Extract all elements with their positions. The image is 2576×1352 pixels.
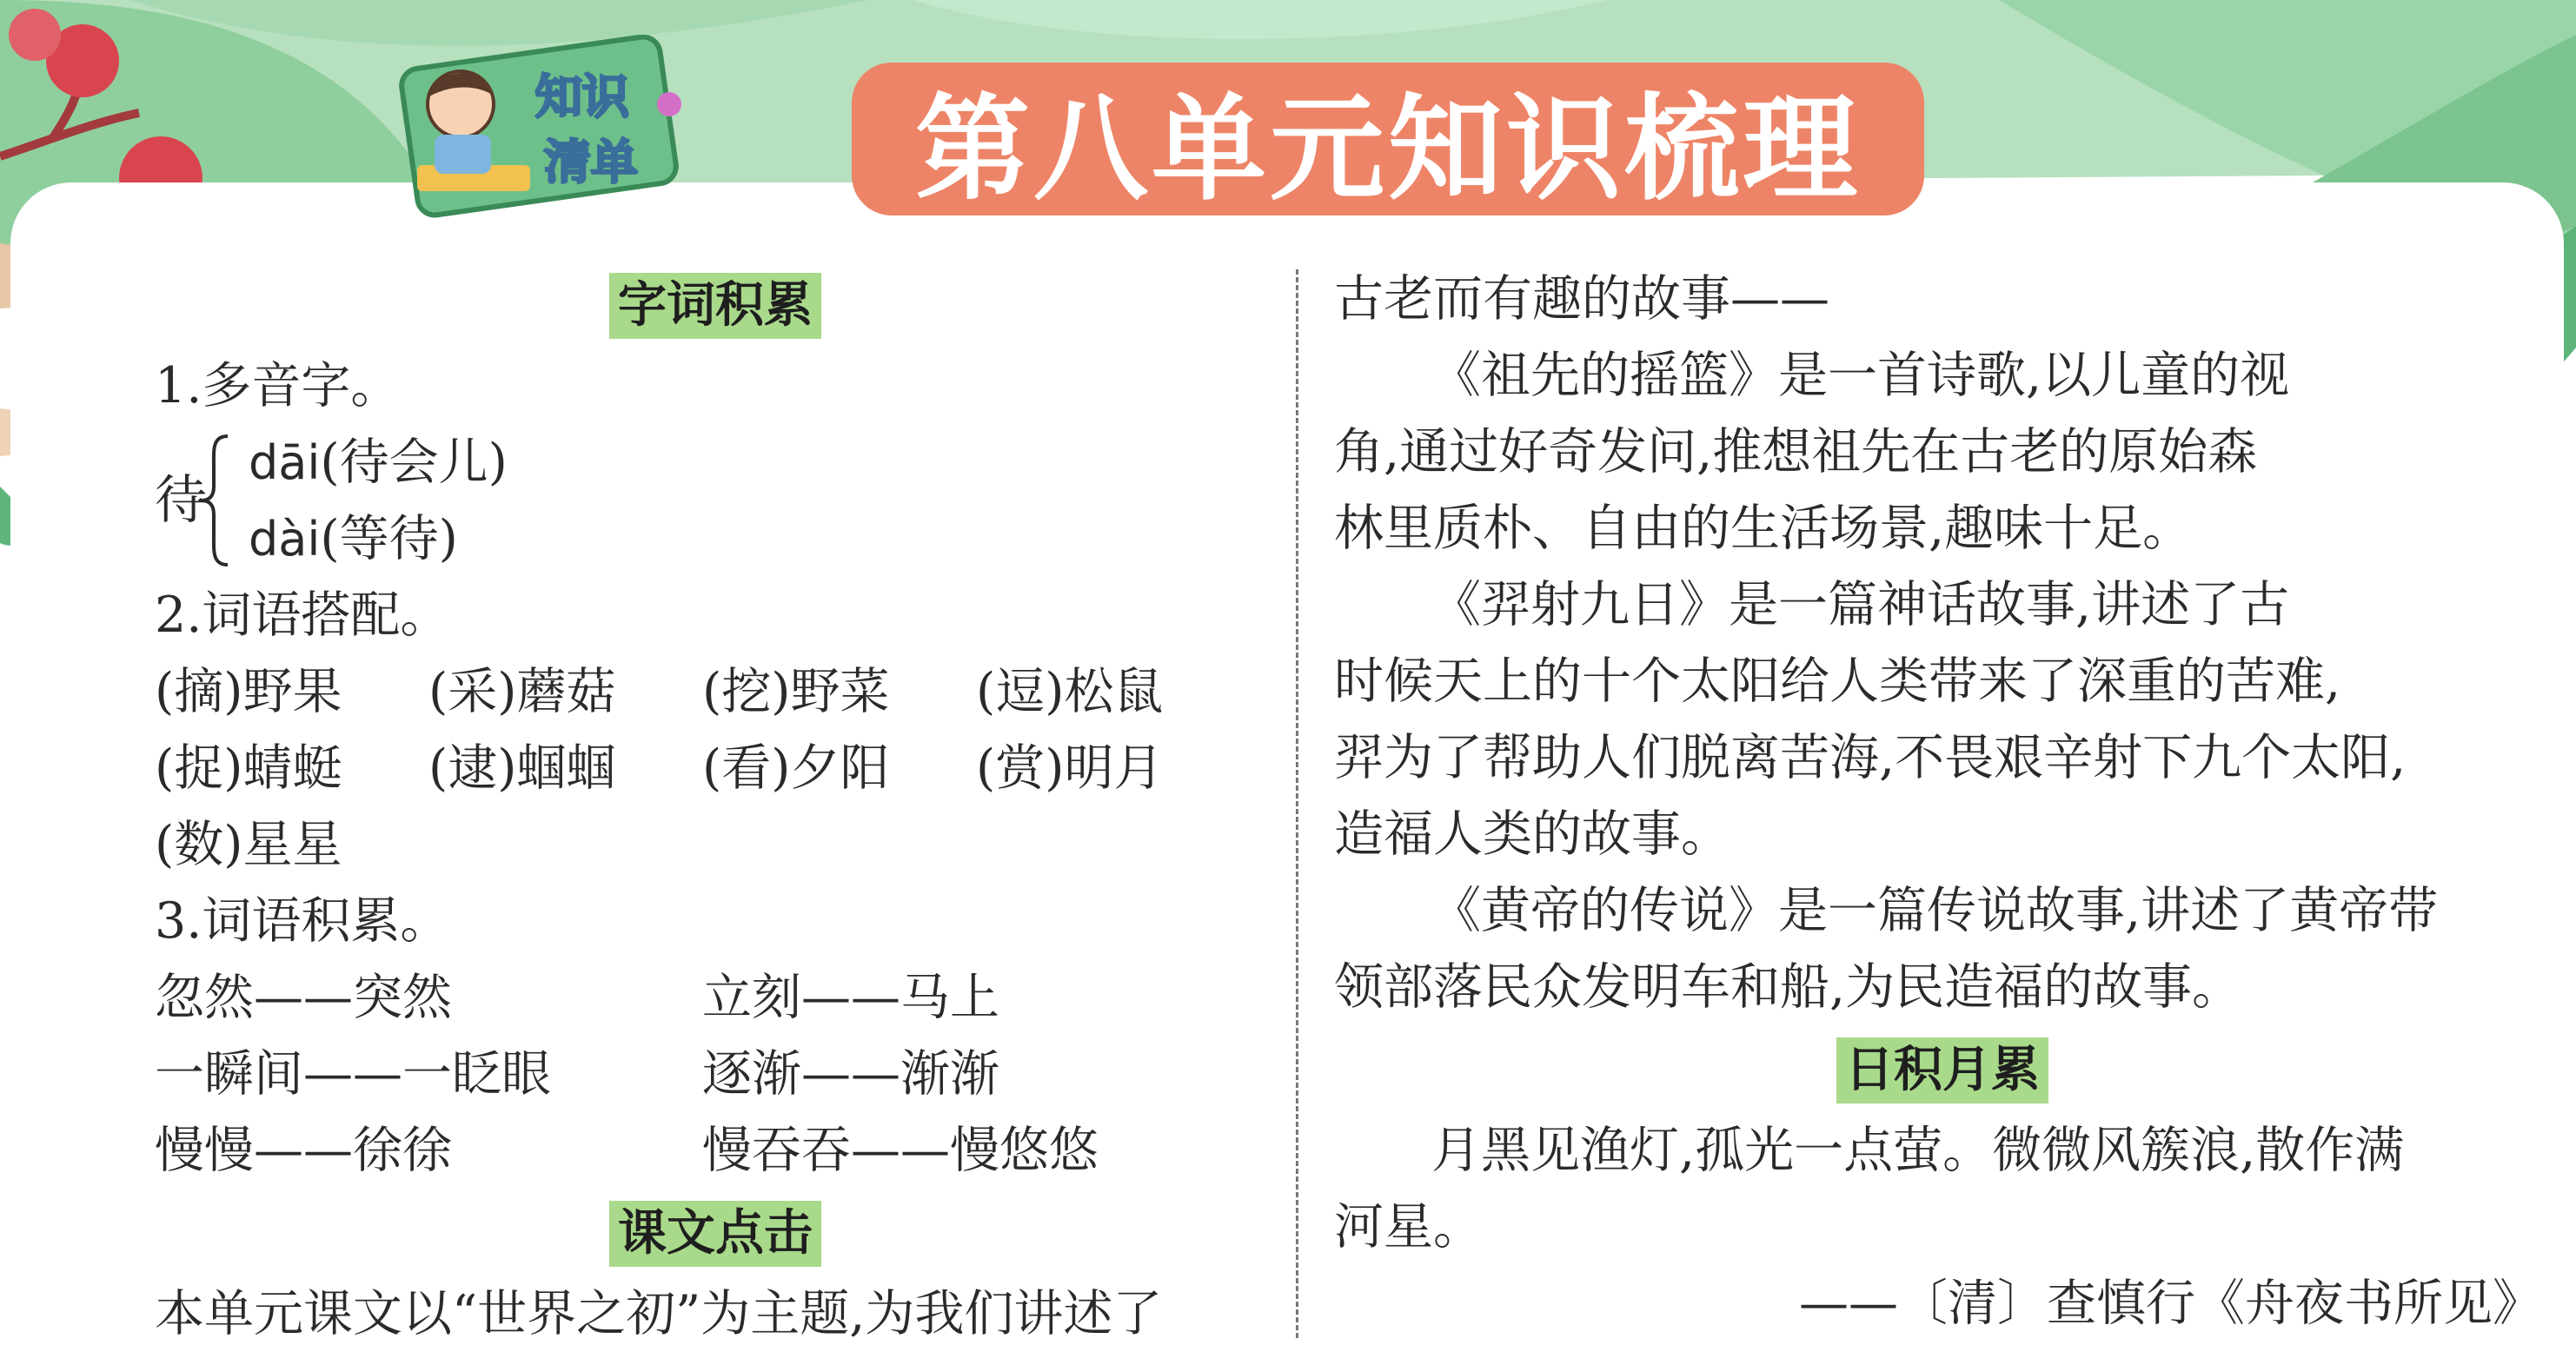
knowledge-list-badge <box>374 35 704 226</box>
polyphone-block <box>155 424 1276 577</box>
paragraph-line: 《祖先的摇篮》是一首诗歌,以儿童的视 <box>1431 347 2290 404</box>
poem-line: 月黑见渔灯,孤光一点萤。微微风簇浪,散作满 <box>1431 1122 2405 1179</box>
item2-title: 2.词语搭配。 <box>155 587 450 644</box>
paragraph-line: 羿为了帮助人们脱离苦海,不畏艰辛射下九个太阳, <box>1334 729 2407 786</box>
column-divider <box>1296 269 1298 1338</box>
polyphone-char: 待 <box>155 470 207 531</box>
badge-text-line1: 知识 <box>535 70 629 124</box>
badge-text-line2: 清单 <box>544 135 638 189</box>
paragraph-line: 领部落民众发明车和船,为民造福的故事。 <box>1334 958 2242 1016</box>
paragraph-line: 《黄帝的传说》是一篇传说故事,讲述了黄帝带 <box>1431 882 2439 939</box>
collocation-row <box>155 806 1276 883</box>
collocation-item: (逗)松鼠 <box>976 663 1164 720</box>
paragraph-line: 时候天上的十个太阳给人类带来了深重的苦难, <box>1334 653 2341 710</box>
text-intro-line: 本单元课文以“世界之初”为主题,为我们讲述了 <box>155 1285 1163 1342</box>
collocation-item: (赏)明月 <box>976 739 1164 797</box>
synonym-row <box>155 1036 1276 1112</box>
pinyin-b: dài <box>249 512 321 567</box>
page-title-banner <box>852 63 1924 215</box>
collocation-item: (数)星星 <box>155 816 342 873</box>
polyphone-reading-b <box>249 500 458 577</box>
pinyin-a: dāi <box>249 435 321 490</box>
collocation-item: (采)蘑菇 <box>428 663 616 720</box>
paragraph-line: 《羿射九日》是一篇神话故事,讲述了古 <box>1431 576 2290 633</box>
right-column <box>1334 261 2551 1342</box>
word-a: (待会儿) <box>320 434 508 491</box>
section-heading-vocab <box>155 273 1276 342</box>
synonym-pair: 忽然——突然 <box>155 969 452 1026</box>
word-b: (等待) <box>320 510 458 567</box>
collocation-item: (捉)蜻蜓 <box>155 739 342 797</box>
paragraph-line: 古老而有趣的故事—— <box>1334 270 1829 328</box>
page-title: 第八单元知识梳理 <box>915 83 1861 216</box>
collocation-item: (看)夕阳 <box>702 739 890 797</box>
section-heading-text-label: 课文点击 <box>609 1201 821 1267</box>
badge-dot-shape <box>657 92 681 116</box>
brace-icon <box>198 433 233 568</box>
polyphone-reading-a <box>249 424 508 500</box>
section-heading-vocab-label: 字词积累 <box>609 273 821 339</box>
synonym-pair: 慢慢——徐徐 <box>155 1122 452 1179</box>
synonym-pair: 慢吞吞——慢悠悠 <box>702 1122 1099 1179</box>
collocation-row <box>155 730 1276 806</box>
poem-attribution: ——〔清〕查慎行《舟夜书所见》 <box>1799 1275 2542 1332</box>
berry-3-shape <box>9 9 61 61</box>
section-heading-daily <box>1334 1037 2551 1107</box>
paragraph-line: 林里质朴、自由的生活场景,趣味十足。 <box>1334 500 2193 557</box>
synonym-pair: 逐渐——渐渐 <box>702 1045 999 1103</box>
synonym-pair: 一瞬间——一眨眼 <box>155 1045 551 1103</box>
collocation-item: (摘)野果 <box>155 663 342 720</box>
item3-title: 3.词语积累。 <box>155 892 450 950</box>
synonym-row <box>155 1112 1276 1189</box>
section-heading-text <box>155 1201 1276 1270</box>
item1-title: 1.多音字。 <box>155 357 401 414</box>
paragraph-line: 角,通过好奇发问,推想祖先在古老的原始森 <box>1334 423 2258 480</box>
synonym-pair: 立刻——马上 <box>702 969 999 1026</box>
poem-line: 河星。 <box>1334 1198 1483 1256</box>
collocation-row <box>155 653 1276 730</box>
collocation-item: (逮)蝈蝈 <box>428 739 616 797</box>
left-column <box>155 261 1276 1352</box>
section-heading-daily-label: 日积月累 <box>1836 1037 2048 1103</box>
boy-body-shape <box>435 135 491 174</box>
collocation-item: (挖)野菜 <box>702 663 890 720</box>
paragraph-line: 造福人类的故事。 <box>1334 805 1730 863</box>
synonym-row <box>155 959 1276 1036</box>
